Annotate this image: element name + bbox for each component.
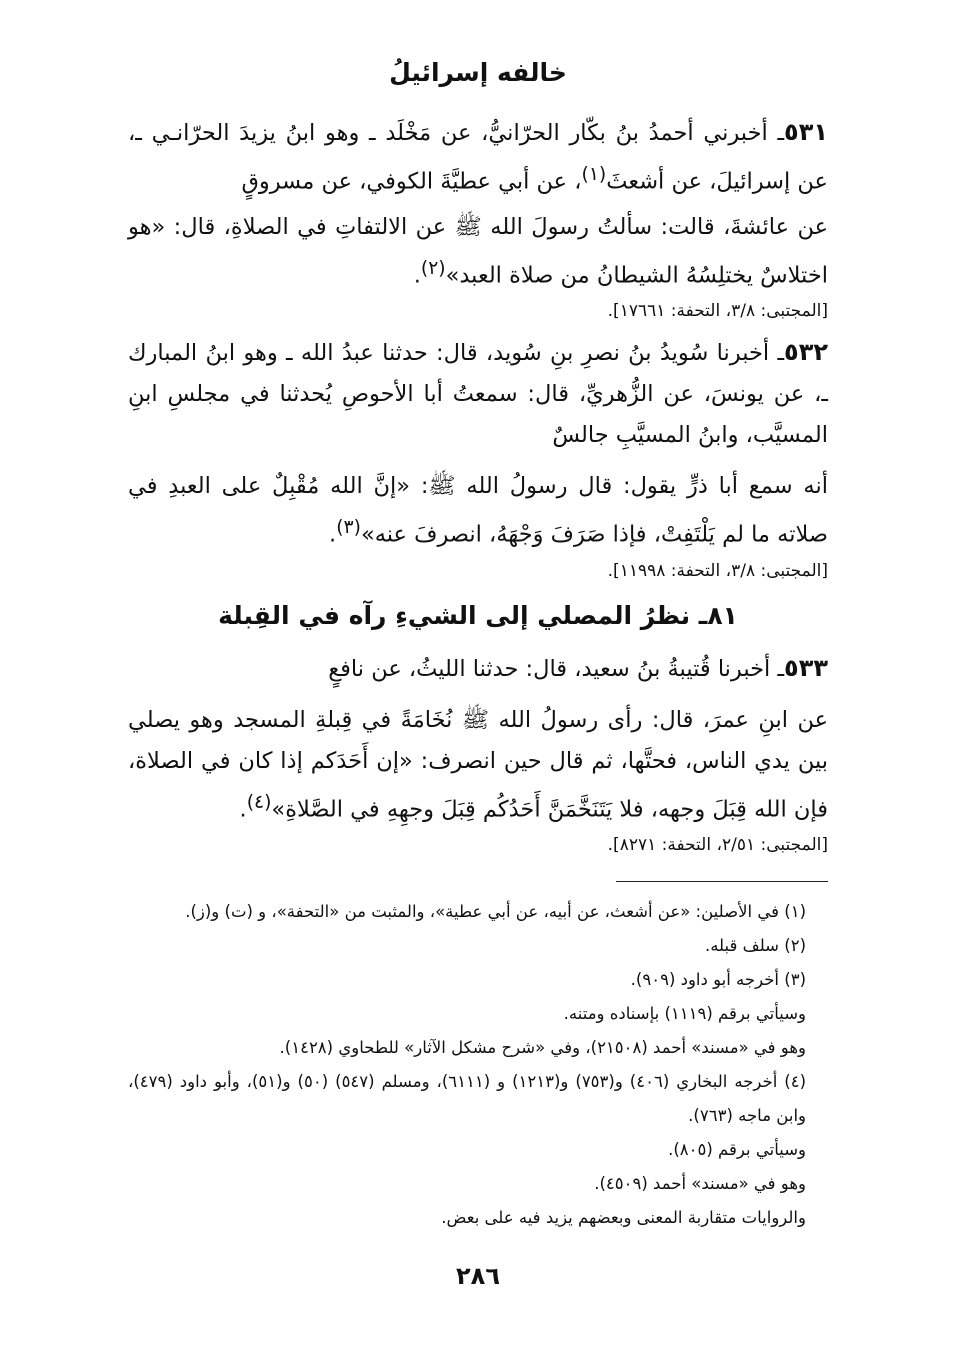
footnote-marker: (١)	[581, 164, 607, 185]
main-text	[128, 112, 828, 866]
matn-end: .	[239, 796, 247, 822]
page-number: ٢٨٦	[456, 1262, 500, 1290]
isnad-text: ـ أخبرني أحمدُ بنُ بكّار الحرّانيُّ، عن مَخْلَد ـ وهو ابنُ يزيدَ الحرّانـي ـ، عن إسرائيلَ، عن أشعثَ	[128, 120, 828, 195]
matn-text: عن ابنِ عمرَ، قال: رأى رسولُ الله ﷺ نُخَامَةً في قِبلةِ المسجد وهو يصلي بين يدي الناس، فحتَّها، ثم قال حين انصرف: «إن أَحَدَكم إذا كان في الصلاة، فإن الله قِبَلَ وجهه، فلا يَتَنَخَّمَنَّ أَحَدُكُم قِبَلَ وجهِهِ في الصَّلاةِ»	[128, 706, 828, 822]
footnote: (٤) أخرجه البخاري (٤٠٦) و(٧٥٣) و(١٢١٣) و (٦١١١)، ومسلم (٥٤٧) (٥٠) و(٥١)، وأبو داود (٤٧٩)، وابن ماجه (٧٦٣).	[128, 1072, 807, 1125]
hadith-reference: [المجتبى: ٣/٨، التحفة: ١٧٦٦١].	[607, 301, 828, 321]
footnote-marker: (٣)	[336, 517, 361, 538]
footnote-continuation: وسيأتي برقم (٨٠٥).	[668, 1140, 806, 1159]
isnad-text-end: ، عن أبي عطيَّةَ الكوفي، عن مسروقٍ	[241, 168, 582, 195]
hadith-matn	[128, 466, 828, 556]
hadith-isnad	[128, 648, 828, 690]
running-header: خالفه إسرائيلُ	[389, 58, 567, 87]
footnotes	[128, 895, 806, 1235]
footnote-marker: (٤)	[246, 791, 272, 813]
footnote-separator	[616, 881, 828, 882]
footnote-continuation: وسيأتي برقم (١١١٩) بإسناده ومتنه.	[563, 1004, 806, 1023]
footnote: (٣) أخرجه أبو داود (٩٠٩).	[630, 970, 806, 989]
matn-end: .	[329, 521, 337, 548]
isnad-text: ـ أخبرنا قُتيبةُ بنُ سعيد، قال: حدثنا الليثُ، عن نافعٍ	[328, 655, 785, 682]
chapter-heading: ٨١ـ نظرُ المصلي إلى الشيءِ رآه في القِبلة	[218, 600, 738, 630]
hadith-number: ٥٣٣	[784, 653, 828, 682]
footnote: (٢) سلف قبله.	[704, 936, 806, 955]
hadith-number: ٥٣٢	[784, 338, 828, 366]
matn-end: .	[413, 262, 421, 288]
hadith-isnad	[128, 332, 828, 456]
hadith-number: ٥٣١	[784, 118, 828, 146]
footnote: (١) في الأصلين: «عن أشعث، عن أبيه، عن أبي عطية»، والمثبت من «التحفة»، و (ت) و(ز).	[185, 902, 806, 921]
footnote-marker: (٢)	[420, 257, 446, 279]
hadith-isnad	[128, 112, 828, 203]
footnote-continuation: وهو في «مسند» أحمد (٤٥٠٩).	[594, 1174, 806, 1193]
matn-text: عن عائشةَ، قالت: سألتُ رسولَ الله ﷺ عن الالتفاتِ في الصلاةِ، قال: «هو اختلاسٌ يختلِسُهُ الشيطانُ من صلاة العبد»	[128, 213, 828, 288]
isnad-text: ـ أخبرنا سُويدُ بنُ نصرِ بنِ سُويد، قال: حدثنا عبدُ الله ـ وهو ابنُ المبارك ـ، عن يونسَ، عن الزُّهريِّ، قال: سمعتُ أبا الأحوصِ يُحدثنا في مجلسِ ابنِ المسيَّب، وابنُ المسيَّبِ جالسٌ	[128, 340, 828, 448]
footnote-continuation: وهو في «مسند» أحمد (٢١٥٠٨)، وفي «شرح مشكل الآثار» للطحاوي (١٤٢٨).	[279, 1038, 806, 1057]
hadith-matn	[128, 700, 828, 831]
hadith-reference: [المجتبى: ٢/٥١، التحفة: ٨٢٧١].	[607, 835, 828, 855]
matn-text: أنه سمع أبا ذرٍّ يقول: قال رسولُ الله ﷺ: «إنَّ الله مُقْبِلٌ على العبدِ في صلاته ما لم يَلْتَفِتْ، فإذا صَرَفَ وَجْهَهُ، انصرفَ عنه»	[128, 473, 828, 548]
footnote-continuation: والروايات متقاربة المعنى وبعضهم يزيد فيه على بعض.	[441, 1208, 806, 1227]
hadith-matn	[128, 207, 828, 297]
hadith-reference: [المجتبى: ٣/٨، التحفة: ١١٩٩٨].	[607, 560, 828, 581]
